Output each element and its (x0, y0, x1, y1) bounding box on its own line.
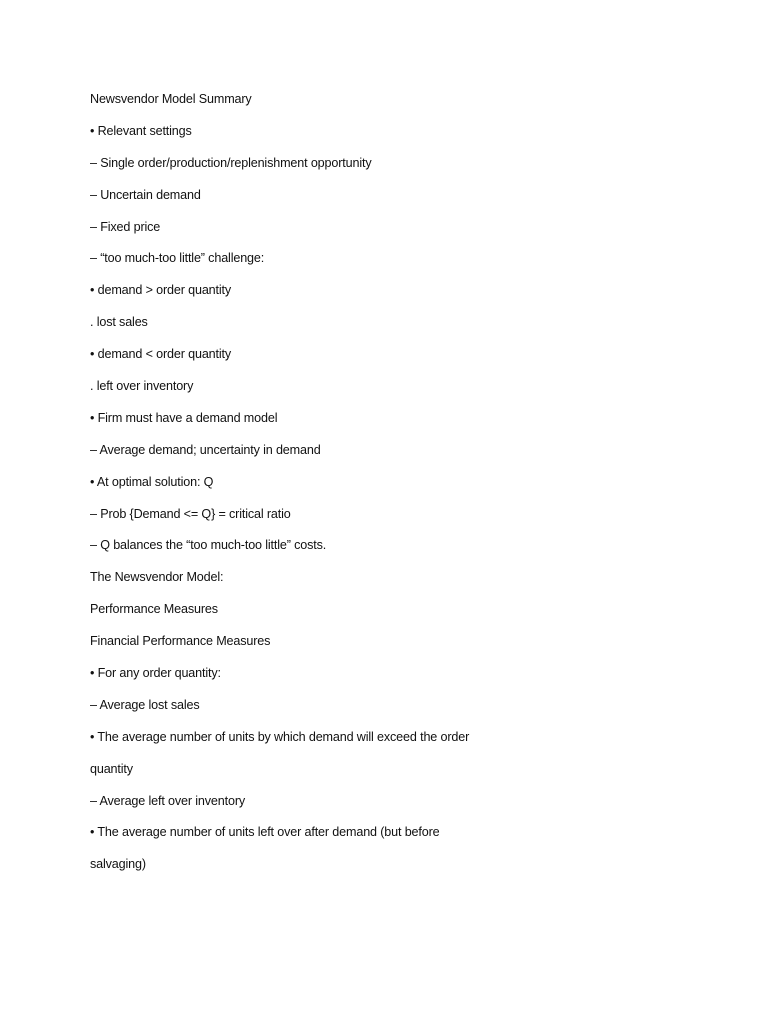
section-heading: Financial Performance Measures (90, 634, 271, 649)
document-body (90, 89, 730, 886)
text-line: • Relevant settings (90, 123, 192, 138)
text-line: – Q balances the “too much-too little” costs. (90, 538, 327, 553)
text-line: • demand < order quantity (90, 347, 232, 362)
text-line: . left over inventory (90, 379, 194, 394)
text-line: salvaging) (90, 857, 146, 872)
text-line: – Uncertain demand (90, 187, 201, 202)
text-line: – Average lost sales (90, 697, 200, 712)
text-line: • For any order quantity: (90, 666, 221, 681)
text-line: quantity (90, 761, 133, 776)
text-line: • The average number of units by which demand will exceed the order (90, 729, 470, 744)
text-line: • Firm must have a demand model (90, 410, 278, 425)
section-heading: The Newsvendor Model: (90, 570, 224, 585)
section-heading: Performance Measures (90, 602, 218, 617)
document-title: Newsvendor Model Summary (90, 92, 252, 106)
text-line: • demand > order quantity (90, 283, 232, 298)
text-line: – Average demand; uncertainty in demand (90, 442, 321, 457)
text-line: – Prob {Demand <= Q} = critical ratio (90, 506, 291, 521)
text-line: – Fixed price (90, 219, 161, 234)
text-line: . lost sales (90, 315, 148, 330)
text-line: – Single order/production/replenishment opportunity (90, 155, 372, 170)
text-line: • The average number of units left over after demand (but before (90, 825, 440, 840)
text-line: – “too much-too little” challenge: (90, 251, 265, 266)
text-line: – Average left over inventory (90, 793, 246, 808)
text-line: • At optimal solution: Q (90, 474, 214, 489)
